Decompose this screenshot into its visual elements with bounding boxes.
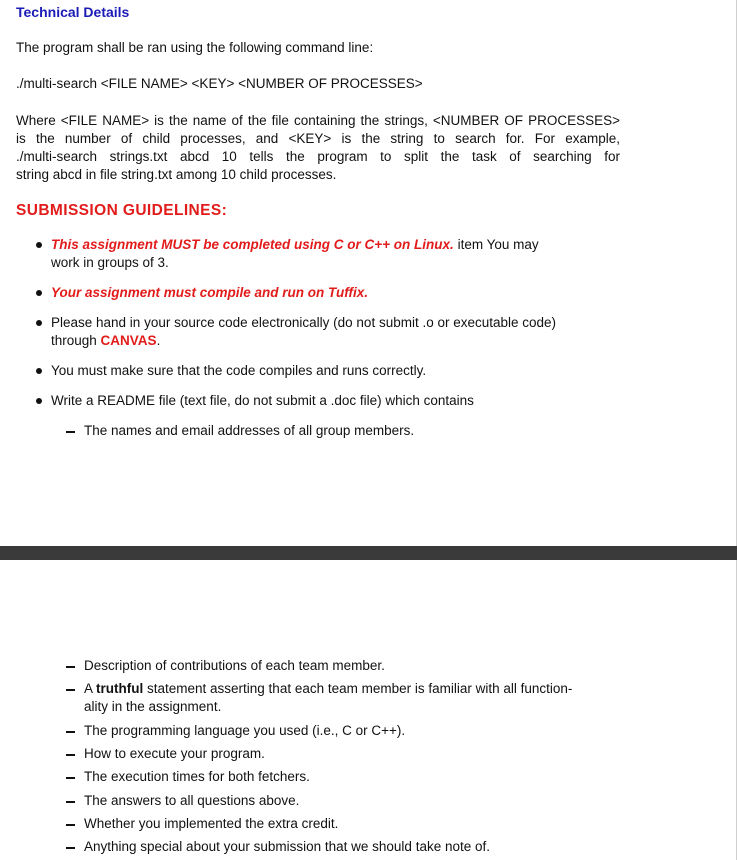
bullet-text: through [51, 333, 101, 348]
readme-item-truthful-statement [84, 680, 624, 716]
bullet-item-tuffix [51, 284, 621, 302]
description-line: is the number of child processes, and <KEY> is the string to search for. For example, [16, 131, 620, 146]
readme-item-language: The programming language you used (i.e., C or C++). [84, 723, 406, 738]
readme-text-line2: ality in the assignment. [84, 699, 222, 714]
dash-icon [66, 824, 75, 826]
readme-item-answers: The answers to all questions above. [84, 793, 300, 808]
bullet-item-compiles: You must make sure that the code compiles and runs correctly. [51, 363, 427, 378]
dash-icon [66, 777, 75, 779]
readme-item-names-emails: The names and email addresses of all group members. [84, 423, 415, 438]
section-title-technical-details: Technical Details [16, 4, 130, 20]
bullet-text: item You may [453, 237, 539, 252]
dash-icon [66, 847, 75, 849]
command-line-example: ./multi-search <FILE NAME> <KEY> <NUMBER OF PROCESSES> [16, 76, 423, 91]
readme-item-contributions: Description of contributions of each team member. [84, 658, 385, 673]
description-line: string abcd in file string.txt among 10 child processes. [16, 167, 337, 182]
bullet-item-hand-in [51, 314, 621, 350]
bullet-icon [36, 398, 42, 404]
dash-icon [66, 689, 75, 691]
description-line: Where <FILE NAME> is the name of the file containing the strings, <NUMBER OF PROCESSES> [16, 113, 620, 128]
dash-icon [66, 754, 75, 756]
intro-text: The program shall be ran using the following command line: [16, 40, 374, 55]
bullet-text: Please hand in your source code electronically (do not submit .o or executable code) [51, 315, 557, 330]
description-line: ./multi-search strings.txt abcd 10 tells the program to split the task of searching for [16, 149, 620, 164]
document-page-2 [0, 560, 737, 860]
dash-icon [66, 666, 75, 668]
readme-item-extra-credit: Whether you implemented the extra credit. [84, 816, 339, 831]
bullet-item-language [51, 236, 621, 272]
bullet-text: . [156, 333, 161, 348]
bullet-emphasis: This assignment MUST be completed using C or C++ on Linux. [51, 237, 454, 252]
dash-icon [66, 431, 75, 433]
readme-item-execute: How to execute your program. [84, 746, 265, 761]
bullet-icon [36, 242, 42, 248]
bullet-item-readme: Write a README file (text file, do not submit a .doc file) which contains [51, 393, 474, 408]
bullet-emphasis: Your assignment must compile and run on Tuffix. [51, 285, 369, 300]
description-paragraph [16, 112, 620, 184]
bullet-icon [36, 290, 42, 296]
page-separator [0, 546, 737, 560]
bullet-icon [36, 320, 42, 326]
readme-text: statement asserting that each team member is familiar with all function- [143, 681, 573, 696]
readme-item-execution-times: The execution times for both fetchers. [84, 769, 310, 784]
canvas-link-text: CANVAS [100, 333, 157, 348]
submission-guidelines-heading: SUBMISSION GUIDELINES: [16, 202, 228, 219]
readme-item-anything-special: Anything special about your submission that we should take note of. [84, 839, 490, 854]
readme-bold-text: truthful [96, 681, 144, 696]
readme-text: A [84, 681, 97, 696]
dash-icon [66, 801, 75, 803]
bullet-icon [36, 368, 42, 374]
bullet-text-line2: work in groups of 3. [51, 255, 169, 270]
dash-icon [66, 731, 75, 733]
